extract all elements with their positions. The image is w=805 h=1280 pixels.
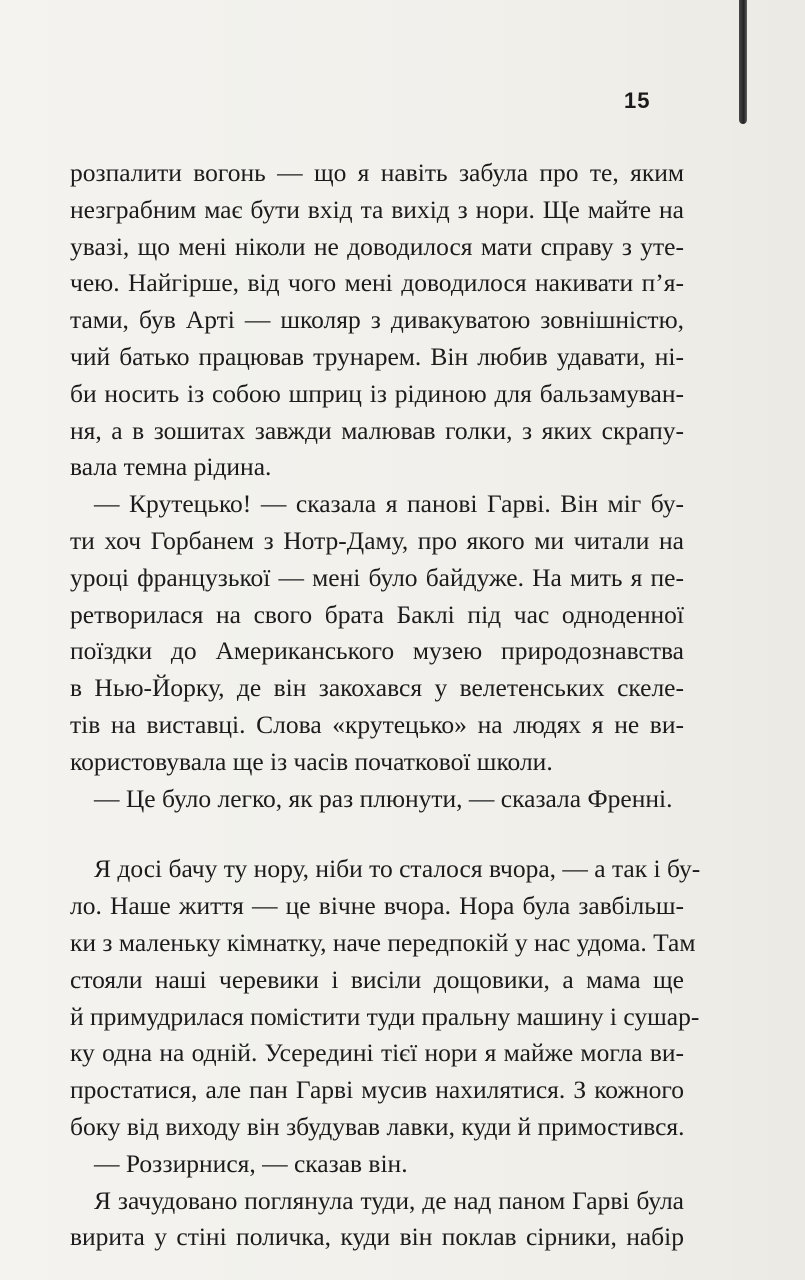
page-edge-shadow: [739, 0, 747, 124]
text-line: простатися, але пан Гарві мусив нахилятися. З кожного: [70, 1075, 684, 1105]
text-line: Я досі бачу ту нору, ніби то сталося вчора, — а так і бу-: [94, 854, 701, 884]
text-line: ки з маленьку кімнатку, наче передпокій у нас удома. Там: [70, 927, 696, 957]
text-line: ня, а в зошитах завжди малював голки, з яких скрапу-: [70, 415, 684, 445]
text-line: поїздки до Американського музею природознавства: [70, 636, 684, 666]
text-line: вирита у стіні поличка, куди він поклав сірники, набір: [70, 1222, 684, 1252]
text-line: стояли наші черевики і висіли дощовики, а мама ще: [70, 964, 684, 994]
text-line: ло. Наше життя — це вічне вчора. Нора була завбільш-: [70, 891, 684, 921]
page-number: 15: [624, 88, 651, 113]
text-line: — Крутецько! — сказала я панові Гарві. Він міг бу-: [94, 489, 684, 519]
text-line: боку від виходу він збудував лавки, куди й примостився.: [70, 1111, 685, 1141]
text-line: би носить із собою шприц із рідиною для бальзамуван-: [70, 378, 684, 408]
text-line: незграбним має бути вхід та вихід з нори. Ще майте на: [70, 194, 684, 224]
section-break: [70, 817, 684, 851]
text-line: — Це було легко, як раз плюнути, — сказала Френні.: [94, 783, 673, 813]
body-text: [70, 155, 701, 1256]
text-line: в Нью-Йорку, де він закохався у велетенських скеле-: [70, 673, 684, 703]
text-line: Я зачудовано поглянула туди, де над паном Гарві була: [94, 1185, 684, 1215]
text-line: увазі, що мені ніколи не доводилося мати справу з уте-: [70, 231, 684, 261]
text-line: чею. Найгірше, від чого мені доводилося накивати п’я-: [70, 268, 684, 298]
text-line: вала темна рідина.: [70, 452, 272, 482]
text-line: уроці французької — мені було байдуже. На мить я пе-: [70, 562, 684, 592]
text-line: ретворилася на свого брата Баклі під час одноденної: [70, 599, 684, 629]
text-line: ти хоч Горбанем з Нотр-Даму, про якого ми читали на: [70, 525, 684, 555]
text-line: — Роззирнися, — сказав він.: [94, 1148, 408, 1178]
text-line: користовувала ще із часів початкової школи.: [70, 746, 553, 776]
text-line: тів на виставці. Слова «крутецько» на людях я не ви-: [70, 709, 684, 739]
text-line: чий батько працював трунарем. Він любив удавати, ні-: [70, 341, 684, 371]
text-line: ку одна на одній. Усередині тієї нори я майже могла ви-: [70, 1038, 684, 1068]
text-line: розпалити вогонь — що я навіть забула про те, яким: [70, 158, 684, 187]
text-line: тами, був Арті — школяр з дивакуватою зовнішністю,: [70, 305, 684, 335]
text-line: й примудрилася помістити туди пральну машину і сушар-: [70, 1001, 700, 1031]
